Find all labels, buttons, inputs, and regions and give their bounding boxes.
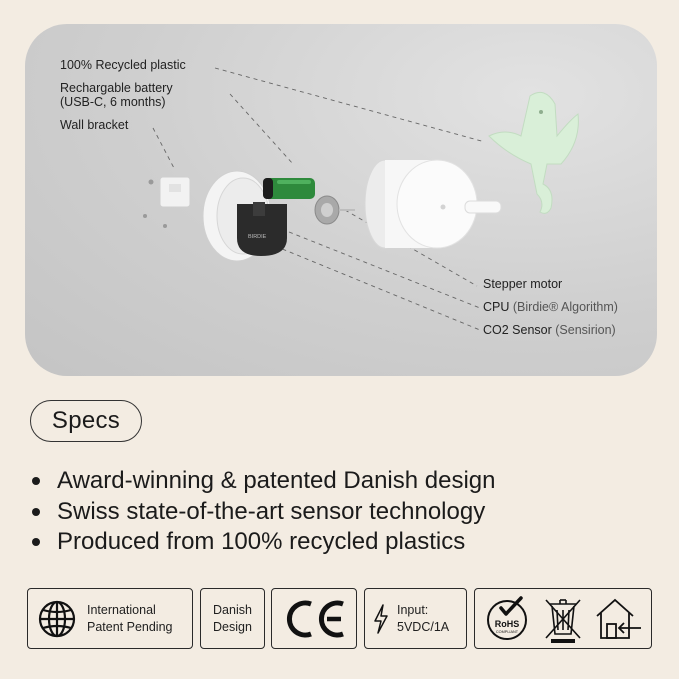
bullet-icon [32,508,40,516]
rohs-sub-label: COMPLIANT [495,629,519,634]
pcb-brand-label: BIRDIE [248,234,267,240]
product-diagram-panel [25,24,657,376]
danish-line-2: Design [213,619,252,634]
patent-badge [27,588,193,649]
wall-bracket-part [143,177,190,228]
label-recycled-plastic: 100% Recycled plastic [60,58,186,72]
label-co2-name: CO2 Sensor [483,323,552,337]
input-line-2: 5VDC/1A [397,619,450,634]
compliance-badge [474,588,652,649]
label-co2-sub: (Sensirion) [555,323,616,337]
label-cpu [483,300,618,314]
patent-line-2: Patent Pending [87,619,173,634]
globe-icon [37,599,77,639]
list-item [32,527,496,558]
label-wall-bracket: Wall bracket [60,118,129,132]
pcb-part [237,202,287,256]
input-text [397,602,449,636]
label-battery-sub: (USB-C, 6 months) [60,95,166,109]
danish-design-text [213,602,252,636]
ce-mark-text: CE [281,598,283,600]
input-power-badge [364,588,467,649]
patent-line-1: International [87,602,156,617]
label-cpu-name: CPU [483,300,510,314]
rohs-label: RoHS [494,618,520,629]
bullet-text: Swiss state-of-the-art sensor technology [57,497,486,525]
label-battery: Rechargable battery [60,81,173,95]
danish-line-1: Danish [213,602,252,617]
input-line-1: Input: [397,602,429,617]
rohs-icon [483,594,533,644]
label-cpu-sub: (Birdie® Algorithm) [512,300,618,314]
list-item [32,497,496,528]
ce-badge [271,588,357,649]
specs-list [32,466,496,558]
patent-text [87,602,173,636]
bullet-icon [32,477,40,485]
battery-part [263,178,315,199]
specs-heading: Specs [30,400,142,442]
lightning-icon [373,604,389,634]
indoor-house-icon [593,594,643,644]
bird-part [489,92,578,213]
stepper-motor-part [315,196,355,224]
bullet-text: Produced from 100% recycled plastics [57,528,466,555]
label-co2-sensor [483,323,616,337]
weee-bin-icon [541,594,585,644]
ce-mark-icon [281,599,347,639]
label-stepper-motor: Stepper motor [483,277,563,291]
bullet-icon [32,538,40,546]
list-item [32,466,496,497]
bullet-text: Award-winning & patented Danish design [57,467,496,494]
danish-design-badge [200,588,265,649]
front-cover-part [365,160,477,248]
